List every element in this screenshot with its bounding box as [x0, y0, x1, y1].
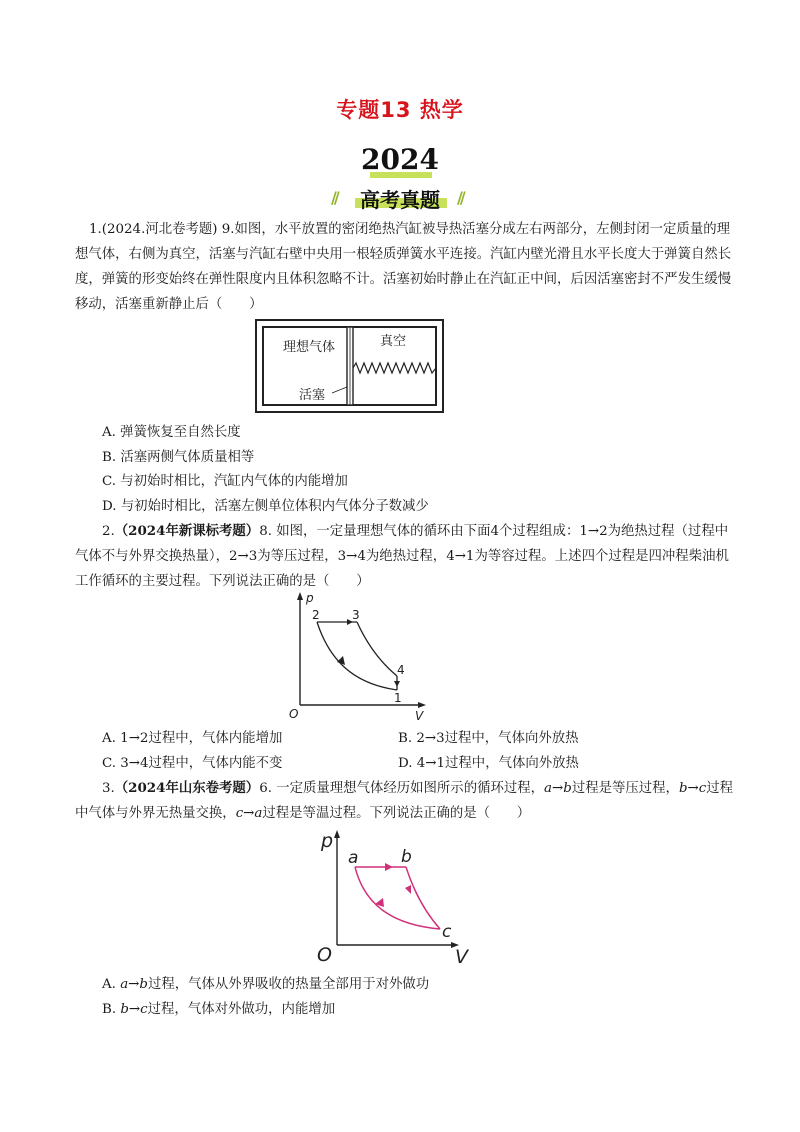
q3-var-ab: a→b: [544, 781, 572, 796]
q1-option-d: D. 与初始时相比，活塞左侧单位体积内气体分子数减少: [102, 499, 429, 514]
section-title: 高考真题: [360, 188, 440, 212]
q3-body-1: 6. 一定质量理想气体经历如图所示的循环过程，: [259, 781, 545, 796]
q2-source: （2024年新课标考题）: [114, 523, 260, 539]
q3-var-bc: b→c: [678, 781, 707, 796]
q1-option-b: B. 活塞两侧气体质量相等: [102, 450, 255, 465]
q3-origin: O: [317, 944, 332, 966]
banner-slash-left: //: [331, 188, 337, 207]
q2-origin: O: [289, 707, 299, 721]
question-2-text: [75, 519, 737, 594]
q1-option-a: A. 弹簧恢复至自然长度: [102, 425, 241, 440]
q2-x-label: V: [415, 709, 424, 722]
q3-path-b-c: [406, 867, 440, 929]
q3-body-2: 过程是等压过程，: [571, 781, 679, 796]
q2-option-a: A. 1→2过程中，气体内能增加: [102, 731, 283, 746]
q2-body: 8. 如图，一定量理想气体的循环由下面4个过程组成：1→2为绝热过程（过程中气体不与外界交换热量），2→3为等压过程，3→4为绝热过程，4→1为等容过程。上述四个过程是四冲程柴油机工作循环的主要过程。下列说法正确的是（ ）: [75, 524, 729, 589]
q3-option-b-label: B.: [102, 1002, 121, 1017]
year-heading: 2024: [361, 143, 439, 176]
vacuum-label: 真空: [380, 334, 407, 349]
q3-y-label: p: [321, 830, 334, 852]
q3-x-label: V: [455, 946, 468, 967]
q2-option-d: D. 4→1过程中，气体向外放热: [398, 756, 579, 771]
q3-point-a: a: [348, 848, 359, 868]
q3-option-b: [102, 1000, 335, 1020]
banner-slash-right: //: [457, 188, 463, 207]
q3-option-a-label: A.: [102, 977, 121, 992]
q3-source: （2024年山东卷考题）: [114, 780, 260, 796]
piston-label: 活塞: [299, 388, 326, 403]
q3-option-a-var: a→b: [120, 977, 148, 992]
q3-option-b-var: b→c: [120, 1002, 148, 1017]
q2-point-1: 1: [394, 691, 402, 705]
q3-option-a-text: 过程，气体从外界吸收的热量全部用于对外做功: [147, 977, 430, 992]
left-gas-label: 理想气体: [283, 340, 336, 355]
q2-option-c: C. 3→4过程中，气体内能不变: [102, 756, 283, 771]
q3-option-b-text: 过程，气体对外做功，内能增加: [147, 1002, 336, 1017]
q3-number: 3.: [102, 781, 115, 796]
q2-path-1-2: [317, 622, 397, 690]
q2-point-4: 4: [397, 663, 405, 677]
q3-figure: [313, 827, 473, 967]
q3-path-c-a: [355, 867, 440, 929]
q2-y-label: p: [306, 592, 314, 605]
q3-option-a: [102, 975, 429, 995]
q1-figure: [255, 319, 445, 414]
q2-path-3-4: [357, 622, 397, 676]
q2-option-b: B. 2→3过程中，气体向外放热: [398, 731, 579, 746]
q3-body-3: 过程中气体与外界无热量交换，: [75, 781, 734, 821]
question-3-text: [75, 776, 740, 826]
q3-point-b: b: [401, 847, 412, 867]
q3-var-ca: c→a: [235, 806, 263, 821]
q2-point-3: 3: [352, 608, 360, 622]
q3-point-c: c: [442, 922, 452, 942]
q2-number: 2.: [102, 524, 115, 539]
q2-point-2: 2: [312, 608, 320, 622]
question-1-text: 1.(2024.河北卷考题) 9.如图，水平放置的密闭绝热汽缸被导热活塞分成左右两部分，左侧封闭一定质量的理想气体，右侧为真空，活塞与汽缸右壁中央用一根轻质弹簧水平连接。汽缸内壁光滑且水平长度大于弹簧自然长度，弹簧的形变始终在弹性限度内且体积忽略不计。活塞初始时静止在汽缸正中间，后因活塞密封不严发生缓慢移动，活塞重新静止后（ ）: [75, 222, 732, 312]
section-banner: [325, 184, 475, 210]
q2-figure: [285, 592, 430, 722]
q1-option-c: C. 与初始时相比，汽缸内气体的内能增加: [102, 474, 348, 489]
page-title: 专题13 热学: [336, 98, 464, 122]
q3-body-4: 过程是等温过程。下列说法正确的是（ ）: [262, 806, 531, 821]
